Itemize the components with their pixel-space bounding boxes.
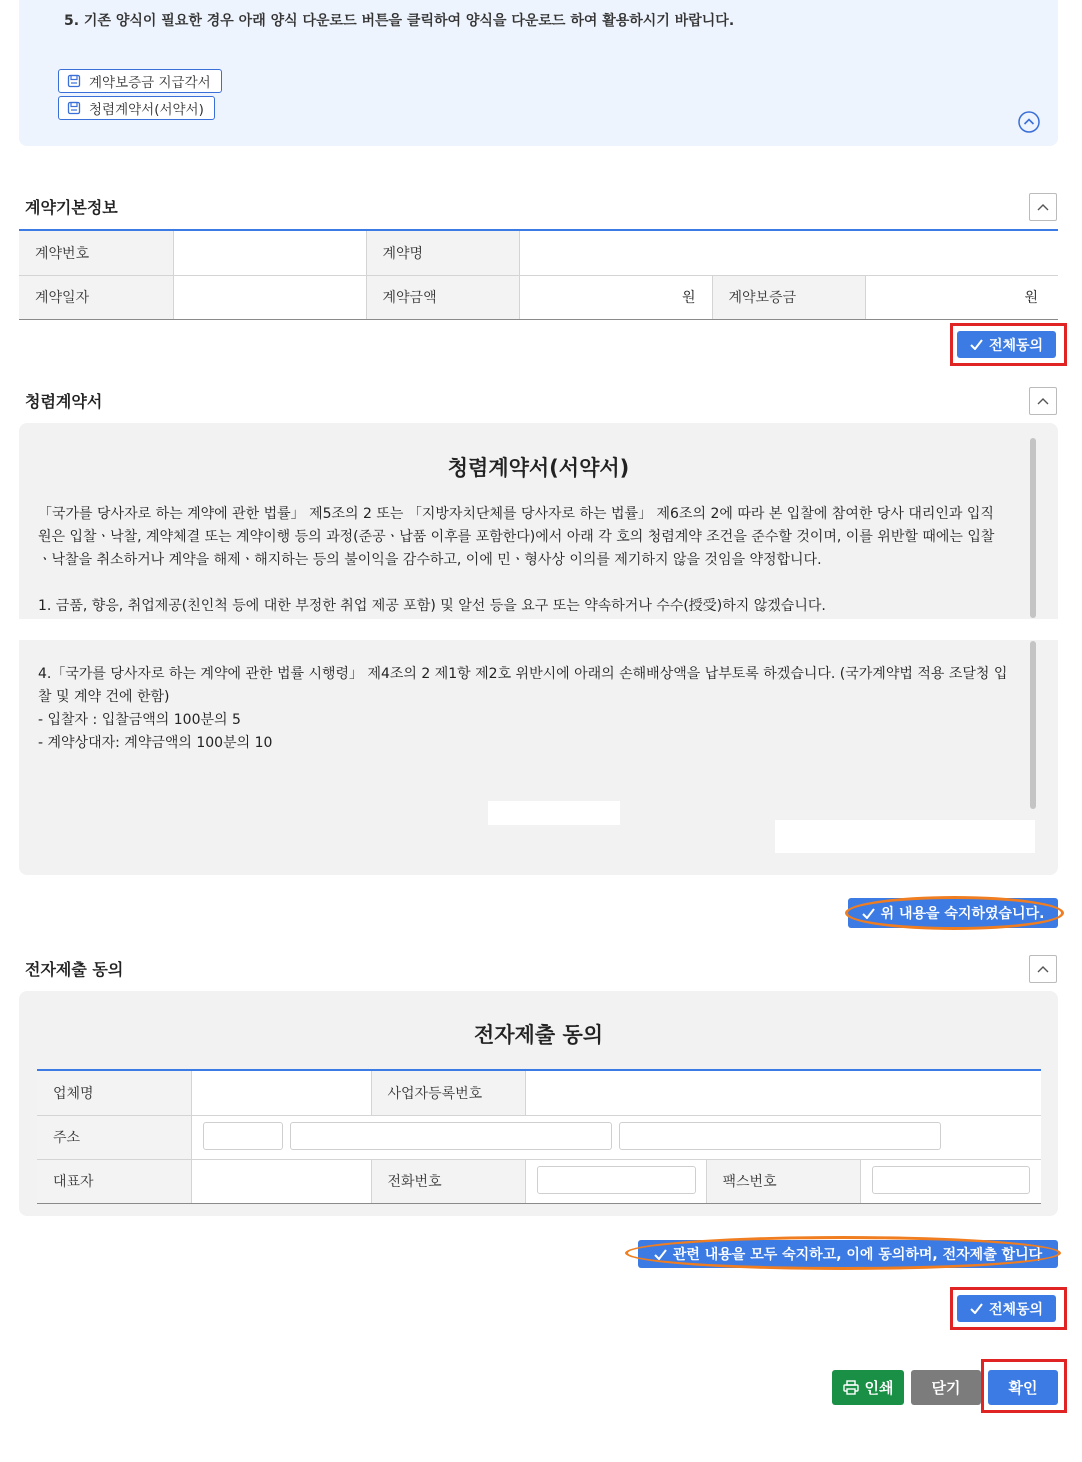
- contract-no-label: 계약번호: [19, 231, 173, 275]
- address-label: 주소: [37, 1115, 191, 1159]
- fax-input[interactable]: [872, 1166, 1030, 1194]
- content-gap: [19, 619, 1058, 640]
- download-integrity-pledge-button[interactable]: [58, 96, 215, 120]
- pledge-item-4: [38, 663, 1007, 755]
- save-icon: [67, 74, 81, 88]
- address-detail-input[interactable]: [619, 1122, 941, 1150]
- confirm-label: 확인: [1008, 1379, 1038, 1397]
- pledge-fold-button[interactable]: [1029, 387, 1057, 415]
- contract-no-value: [173, 231, 366, 275]
- download-label: 청렴계약서(서약서): [89, 102, 204, 118]
- table-row: [37, 1071, 1041, 1115]
- address-input[interactable]: [290, 1122, 612, 1150]
- phone-input[interactable]: [537, 1166, 696, 1194]
- ceo-label: 대표자: [37, 1159, 191, 1203]
- pledge-item-line: 4.「국가를 당사자로 하는 계약에 관한 법률 시행령」 제4조의 2 제1항 제2호 위반시에 아래의 손해배상액을 납부토록 하겠습니다. (국가계약법 적용 조달청 입: [38, 666, 1008, 682]
- collapse-circle-icon[interactable]: [1018, 111, 1040, 133]
- zipcode-input[interactable]: [203, 1122, 283, 1150]
- check-icon: [970, 1303, 983, 1314]
- basic-info-title: 계약기본정보: [25, 198, 118, 217]
- save-icon: [67, 101, 81, 115]
- pledge-doc-title: 청렴계약서(서약서): [447, 456, 630, 480]
- table-row: [19, 275, 1058, 319]
- acknowledge-label: 위 내용을 숙지하였습니다.: [880, 906, 1045, 922]
- pledge-item-line: 찰 및 계약 건에 한함): [38, 689, 170, 705]
- highlight-ellipse: [625, 1236, 1061, 1270]
- pledge-intro: [38, 503, 994, 572]
- biz-no-value: [525, 1071, 1041, 1115]
- confirm-button[interactable]: [988, 1370, 1058, 1405]
- download-label: 계약보증금 지급각서: [89, 75, 211, 91]
- contract-deposit-unit: 원: [865, 275, 1058, 319]
- basic-info-table: [19, 231, 1058, 320]
- agree-all-label: 전체동의: [988, 337, 1044, 354]
- company-label: 업체명: [37, 1071, 191, 1115]
- chevron-up-icon: [1037, 397, 1049, 405]
- pledge-item-1: 1. 금품, 향응, 취업제공(친인척 등에 대한 부정한 취업 제공 포함) 및 알선 등을 요구 또는 약속하거나 수수(授受)하지 않겠습니다.: [38, 598, 826, 614]
- contract-name-value: [519, 231, 1058, 275]
- notice-line-5: 5. 기존 양식이 필요한 경우 아래 양식 다운로드 버튼을 클릭하여 양식을 다운로드 하여 활용하시기 바랍니다.: [64, 13, 735, 29]
- pledge-intro-line: ㆍ낙찰을 취소하거나 계약을 해제ㆍ해지하는 등의 불이익을 감수하고, 이에 민ㆍ형사상 이의를 제기하지 않을 것임을 약정합니다.: [38, 552, 822, 568]
- printer-icon: [843, 1380, 859, 1395]
- esubmit-fold-button[interactable]: [1029, 955, 1057, 983]
- print-button[interactable]: [832, 1370, 904, 1405]
- print-label: 인쇄: [864, 1379, 894, 1397]
- pledge-intro-line: 원은 입찰ㆍ낙찰, 계약체결 또는 계약이행 등의 과정(준공ㆍ납품 이후를 포함한다)에서 아래 각 호의 청렴계약 조건을 준수할 것이며, 이를 위반할 때에는 입찰: [38, 529, 995, 545]
- ceo-value: [191, 1159, 371, 1203]
- agree-all-label: 전체동의: [988, 1301, 1044, 1318]
- check-icon: [970, 339, 983, 350]
- contract-amount-label: 계약금액: [366, 275, 519, 319]
- chevron-up-icon: [1037, 203, 1049, 211]
- contract-date-label: 계약일자: [19, 275, 173, 319]
- chevron-up-icon: [1037, 965, 1049, 973]
- company-value: [191, 1071, 371, 1115]
- pledge-item-line: - 입찰자 : 입찰금액의 100분의 5: [38, 712, 241, 728]
- basic-info-fold-button[interactable]: [1029, 193, 1057, 221]
- redacted-area: [775, 820, 1035, 853]
- download-deposit-pledge-button[interactable]: [58, 69, 222, 93]
- table-row: [19, 231, 1058, 275]
- close-button[interactable]: [911, 1370, 981, 1405]
- contract-amount-unit: 원: [519, 275, 712, 319]
- phone-label: 전화번호: [371, 1159, 525, 1203]
- contract-date-value: [173, 275, 366, 319]
- agree-all-button-bottom[interactable]: [957, 1295, 1056, 1322]
- agree-all-button[interactable]: [957, 331, 1056, 358]
- pledge-intro-line: 「국가를 당사자로 하는 계약에 관한 법률」 제5조의 2 또는 「지방자치단체를 당사자로 하는 법률」 제6조의 2에 따라 본 입찰에 참여한 당사 대리인과 입직: [38, 506, 994, 522]
- scrollbar-thumb[interactable]: [1030, 438, 1036, 618]
- close-label: 닫기: [931, 1379, 961, 1397]
- pledge-item-line: - 계약상대자: 계약금액의 100분의 10: [38, 735, 273, 751]
- pledge-section-title: 청렴계약서: [25, 392, 103, 411]
- contract-name-label: 계약명: [366, 231, 519, 275]
- scrollbar-thumb[interactable]: [1030, 641, 1036, 809]
- highlight-ellipse: [845, 896, 1064, 930]
- esubmit-section-title: 전자제출 동의: [25, 960, 124, 979]
- biz-no-label: 사업자등록번호: [371, 1071, 525, 1115]
- contract-deposit-label: 계약보증금: [712, 275, 865, 319]
- fax-label: 팩스번호: [706, 1159, 860, 1203]
- redacted-area: [488, 801, 620, 825]
- esubmit-agree-label: 관련 내용을 모두 숙지하고, 이에 동의하며, 전자제출 합니다: [672, 1247, 1043, 1263]
- esubmit-doc-title: 전자제출 동의: [473, 1023, 604, 1047]
